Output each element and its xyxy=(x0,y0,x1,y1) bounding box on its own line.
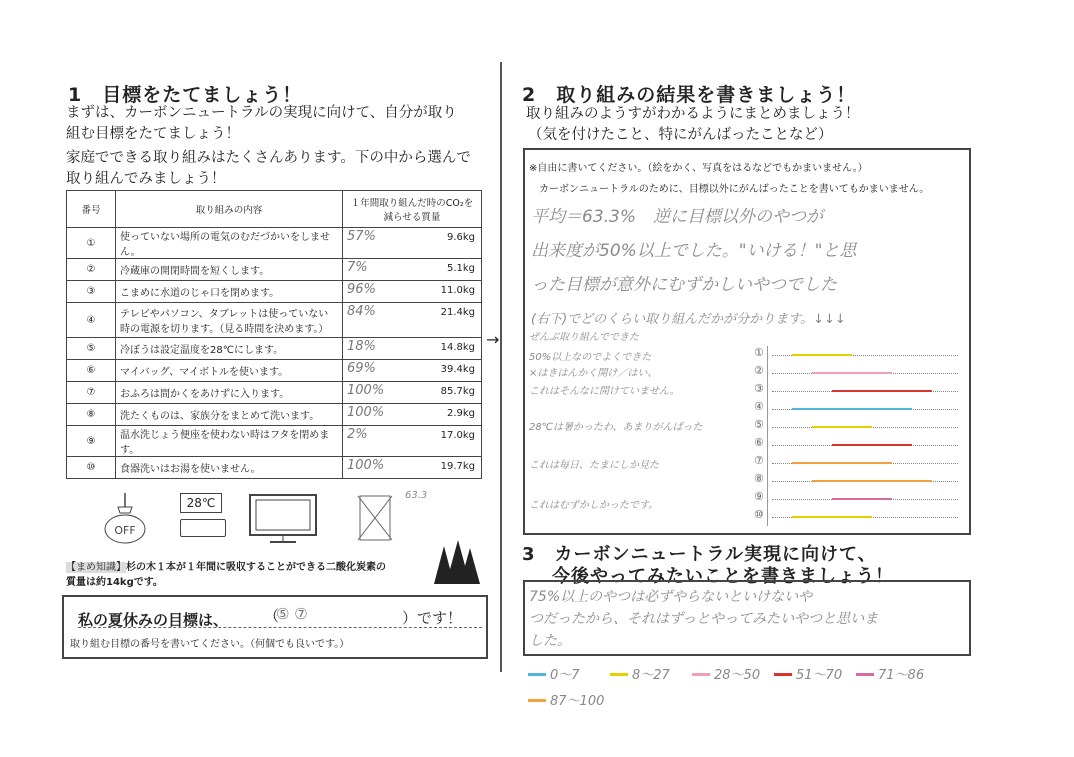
left-note: これは毎日、たまにしか見た xyxy=(529,460,659,471)
chart-row-segment xyxy=(832,498,892,500)
goal-row-content: おふろは間かくをあけずに入ります。 xyxy=(116,382,343,404)
goal-row xyxy=(67,404,482,426)
goal-row-amount xyxy=(343,281,482,303)
goal-box xyxy=(62,595,488,659)
goal-row-pct: 7% xyxy=(347,260,368,275)
goal-row-kg: 21.4kg xyxy=(440,307,475,318)
goal-row-pct: 96% xyxy=(347,282,376,297)
chart-row-segment xyxy=(812,480,932,482)
left-note: これはそんなに開けていません。 xyxy=(529,386,680,397)
future-line-3: した。 xyxy=(529,633,571,649)
chart-row-segment xyxy=(812,372,892,374)
left-note: 50%以上なのでよくできた xyxy=(529,352,652,363)
section1-intro-4: 取り組んでみましょう！ xyxy=(66,171,226,187)
goal-row-amount xyxy=(343,338,482,360)
goal-row-kg: 5.1kg xyxy=(446,263,475,274)
header-content: 取り組みの内容 xyxy=(116,191,343,228)
goal-row-num: ② xyxy=(67,259,116,281)
section1-intro-2: 組む目標をたてましょう！ xyxy=(66,126,240,142)
crossed-out-bottle-icon xyxy=(350,488,400,546)
section1-intro-1: まずは、カーボンニュートラルの実現に向けて、自分が取り xyxy=(66,105,457,121)
legend-swatch xyxy=(528,673,546,676)
left-note: ぜんぶ取り組んでできた xyxy=(529,332,639,343)
chart-row-label: ② xyxy=(754,364,764,377)
goal-row-pct: 18% xyxy=(347,339,376,354)
legend-swatch xyxy=(610,673,628,676)
left-note: これはむずかしかったです。 xyxy=(529,500,659,511)
goal-paren-open: （ xyxy=(264,607,280,625)
goal-row-amount xyxy=(343,404,482,426)
legend-label: 0〜7 xyxy=(550,668,580,683)
fact-tag: 【まめ知識】 xyxy=(66,562,126,573)
goal-row-num: ⑦ xyxy=(67,382,116,404)
chart-row-label: ⑥ xyxy=(754,436,764,449)
results-box xyxy=(523,148,971,535)
section2-sub-1: 取り組みのようすがわかるようにまとめましょう！ xyxy=(526,106,860,122)
goal-row-kg: 19.7kg xyxy=(440,461,475,472)
hand-line-2: 出来度が50%以上でした。"いける！"と思 xyxy=(531,241,857,261)
goal-row-content: テレビやパソコン、タブレットは使っていない時の電源を切ります。（見る時間を決めます。） xyxy=(116,303,343,338)
goal-row-num: ⑤ xyxy=(67,338,116,360)
goal-row-content: 使っていない場所の電気のむだづかいをしません。 xyxy=(116,228,343,259)
goal-row-kg: 39.4kg xyxy=(440,364,475,375)
section1-title: 1 目標をたてましょう！ xyxy=(68,84,303,106)
goals-table xyxy=(66,190,482,479)
ac-temperature-label: 28℃ xyxy=(180,493,222,513)
goal-row xyxy=(67,281,482,303)
goal-row xyxy=(67,457,482,479)
goal-row-pct: 100% xyxy=(347,458,385,473)
goal-row-amount xyxy=(343,457,482,479)
goal-row-amount xyxy=(343,303,482,338)
legend-label: 87〜100 xyxy=(550,694,605,709)
goal-row-kg: 14.8kg xyxy=(440,342,475,353)
goal-value: ⑤ ⑦ xyxy=(276,605,308,623)
goal-suffix: ）です！ xyxy=(402,609,463,627)
hand-line-1: 平均＝63.3% 逆に目標以外のやつが xyxy=(531,207,824,227)
goal-row-num: ⑥ xyxy=(67,360,116,382)
goal-row-kg: 85.7kg xyxy=(440,386,475,397)
goal-row-num: ③ xyxy=(67,281,116,303)
goal-row xyxy=(67,303,482,338)
chart-row-segment xyxy=(792,354,852,356)
chart-row-label: ① xyxy=(754,346,764,359)
left-note: 28℃は暑かったわ、あまりがんばった xyxy=(529,422,703,433)
results-note-1: ※自由に書いてください。（絵をかく、写真をはるなどでもかまいません。） xyxy=(529,163,868,174)
section3-title-2: 今後やってみたいことを書きましょう！ xyxy=(552,566,894,587)
goal-row-kg: 9.6kg xyxy=(446,232,475,243)
chart-row-label: ⑤ xyxy=(754,418,764,431)
chart-row-label: ⑨ xyxy=(754,490,764,503)
goal-row-kg: 2.9kg xyxy=(446,408,475,419)
goal-row xyxy=(67,259,482,281)
goal-label: 私の夏休みの目標は、 xyxy=(78,611,229,629)
air-conditioner-icon xyxy=(180,493,228,543)
svg-text:OFF: OFF xyxy=(114,524,136,537)
goal-row-amount xyxy=(343,360,482,382)
computer-monitor-icon xyxy=(248,493,318,545)
chart-row-label: ③ xyxy=(754,382,764,395)
future-box xyxy=(523,580,971,656)
goal-note: 取り組む目標の番号を書いてください。（何個でも良いです。） xyxy=(70,639,350,650)
fact-block xyxy=(66,558,446,588)
legend-label: 51〜70 xyxy=(796,668,843,683)
header-amount: １年間取り組んだ時のCO₂を減らせる質量 xyxy=(343,191,482,228)
future-line-1: 75%以上のやつは必ずやらないといけないや xyxy=(529,589,813,605)
icon-side-note: 63.3 xyxy=(405,490,428,501)
hand-line-3: った目標が意外にむずかしいやつでした xyxy=(531,275,837,295)
fact-text: 杉の木１本が１年間に吸収することができる二酸化炭素の xyxy=(126,562,386,573)
goal-row-num: ⑩ xyxy=(67,457,116,479)
goal-row-num: ④ xyxy=(67,303,116,338)
goal-row-pct: 69% xyxy=(347,361,376,376)
goal-row-num: ⑧ xyxy=(67,404,116,426)
chart-row-segment xyxy=(832,390,932,392)
goal-row-pct: 57% xyxy=(347,229,376,244)
left-note: ×はきはんかく開け／はい、 xyxy=(529,368,658,379)
chart-row-segment xyxy=(812,426,872,428)
chart-row-label: ④ xyxy=(754,400,764,413)
goal-row-content: こまめに水道のじゃ口を閉めます。 xyxy=(116,281,343,303)
goal-row-content: マイバッグ、マイボトルを使います。 xyxy=(116,360,343,382)
legend-swatch xyxy=(528,699,546,702)
goal-row-content: 冷蔵庫の開閉時間を短くします。 xyxy=(116,259,343,281)
goal-row xyxy=(67,228,482,259)
section2-title: 2 取り組みの結果を書きましょう！ xyxy=(522,84,857,106)
legend-swatch xyxy=(692,673,710,676)
future-line-2: つだったから、それはずっとやってみたいやつと思いま xyxy=(529,611,879,627)
goal-row-kg: 11.0kg xyxy=(440,285,475,296)
chart-row-label: ⑩ xyxy=(754,508,764,521)
chart-row-segment xyxy=(792,462,892,464)
goal-row-content: 洗たくものは、家族分をまとめて洗います。 xyxy=(116,404,343,426)
section3-title-1: 3 カーボンニュートラル実現に向けて、 xyxy=(522,544,877,565)
goal-row-amount xyxy=(343,426,482,457)
chart-row-segment xyxy=(792,408,912,410)
goal-row-amount xyxy=(343,259,482,281)
goal-row-content: 温水洗じょう便座を使わない時はフタを閉めます。 xyxy=(116,426,343,457)
goal-row-num: ① xyxy=(67,228,116,259)
legend-swatch xyxy=(774,673,792,676)
legend-label: 8〜27 xyxy=(632,668,670,683)
goal-row xyxy=(67,382,482,404)
header-num: 番号 xyxy=(67,191,116,228)
goal-row-kg: 17.0kg xyxy=(440,430,475,441)
page-divider xyxy=(500,62,502,672)
hand-line-4: (右下)でどのくらい取り組んだかが分かります。↓↓↓ xyxy=(531,312,846,327)
chart-row-segment xyxy=(792,516,872,518)
chart-row-segment xyxy=(832,444,912,446)
legend-label: 71〜86 xyxy=(878,668,925,683)
goal-row-amount xyxy=(343,382,482,404)
goal-row-amount xyxy=(343,228,482,259)
goal-row-pct: 2% xyxy=(347,427,368,442)
goal-row-num: ⑨ xyxy=(67,426,116,457)
bulb-off-icon xyxy=(100,493,150,549)
section2-sub-2: （気を付けたこと、特にがんばったことなど） xyxy=(528,127,833,143)
goal-row xyxy=(67,360,482,382)
chart-row-label: ⑧ xyxy=(754,472,764,485)
legend-swatch xyxy=(856,673,874,676)
goal-row-content: 冷ぼうは設定温度を28℃にします。 xyxy=(116,338,343,360)
goal-row xyxy=(67,426,482,457)
chart-row-label: ⑦ xyxy=(754,454,764,467)
cedar-trees-icon xyxy=(432,540,482,588)
goal-row-pct: 100% xyxy=(347,383,385,398)
legend-label: 28〜50 xyxy=(714,668,761,683)
progress-chart xyxy=(754,346,964,526)
goal-row xyxy=(67,338,482,360)
results-note-2: カーボンニュートラルのために、目標以外にがんばったことを書いてもかまいません。 xyxy=(539,184,930,195)
goal-row-pct: 84% xyxy=(347,304,376,319)
section1-intro-3: 家庭でできる取り組みはたくさんあります。下の中から選んで xyxy=(66,150,471,166)
goal-row-pct: 100% xyxy=(347,405,385,420)
goal-row-content: 食器洗いはお湯を使いません。 xyxy=(116,457,343,479)
arrow-icon: → xyxy=(486,330,500,349)
fact-text-2: 質量は約14kgです。 xyxy=(66,577,163,588)
